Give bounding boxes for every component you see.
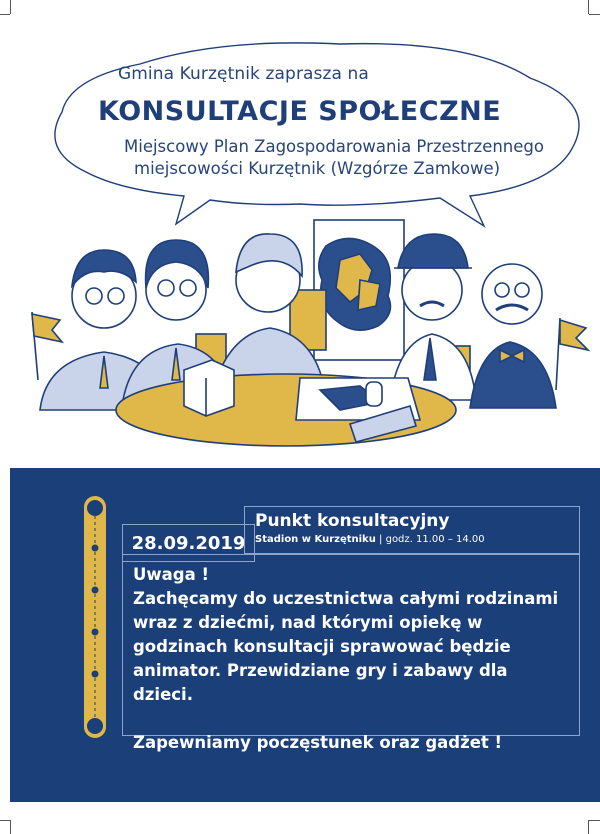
hours: godz. 11.00 – 14.00: [385, 534, 485, 545]
notice-heading: Uwaga !: [133, 565, 209, 584]
notice-box: [122, 554, 580, 752]
invite-text: Gmina Kurzętnik zaprasza na: [118, 64, 369, 84]
info-panel: [10, 468, 600, 802]
subtitle-line-1: Miejscowy Plan Zagospodarowania Przestrzennego: [124, 137, 544, 156]
consultation-point: [244, 506, 580, 554]
crop-mark: [0, 820, 10, 821]
crop-mark: [10, 820, 11, 834]
subtitle: [124, 136, 544, 180]
subtitle-line-2: miejscowości Kurzętnik (Wzgórze Zamkowe): [134, 159, 501, 178]
page-title: KONSULTACJE SPOŁECZNE: [98, 96, 502, 127]
crop-mark: [588, 820, 589, 834]
notice-body: Zachęcamy do uczestnictwa całymi rodzinami wraz z dziećmi, nad którymi opiekę w godzinach konsultacji sprawować będzie animator. Przewidziane gry i zabawy dla dzieci.: [133, 589, 559, 704]
point-details: [255, 534, 569, 545]
venue: Stadion w Kurzętniku: [255, 534, 376, 545]
crop-mark: [589, 820, 600, 821]
separator: |: [379, 534, 383, 545]
notice-closing: Zapewniamy poczęstunek oraz gadżet !: [133, 733, 503, 752]
people-illustration-icon: [0, 210, 600, 460]
event-date: 28.09.2019: [122, 524, 255, 562]
timeline-dots-icon: [80, 492, 110, 742]
point-title: Punkt konsultacyjny: [255, 511, 450, 531]
